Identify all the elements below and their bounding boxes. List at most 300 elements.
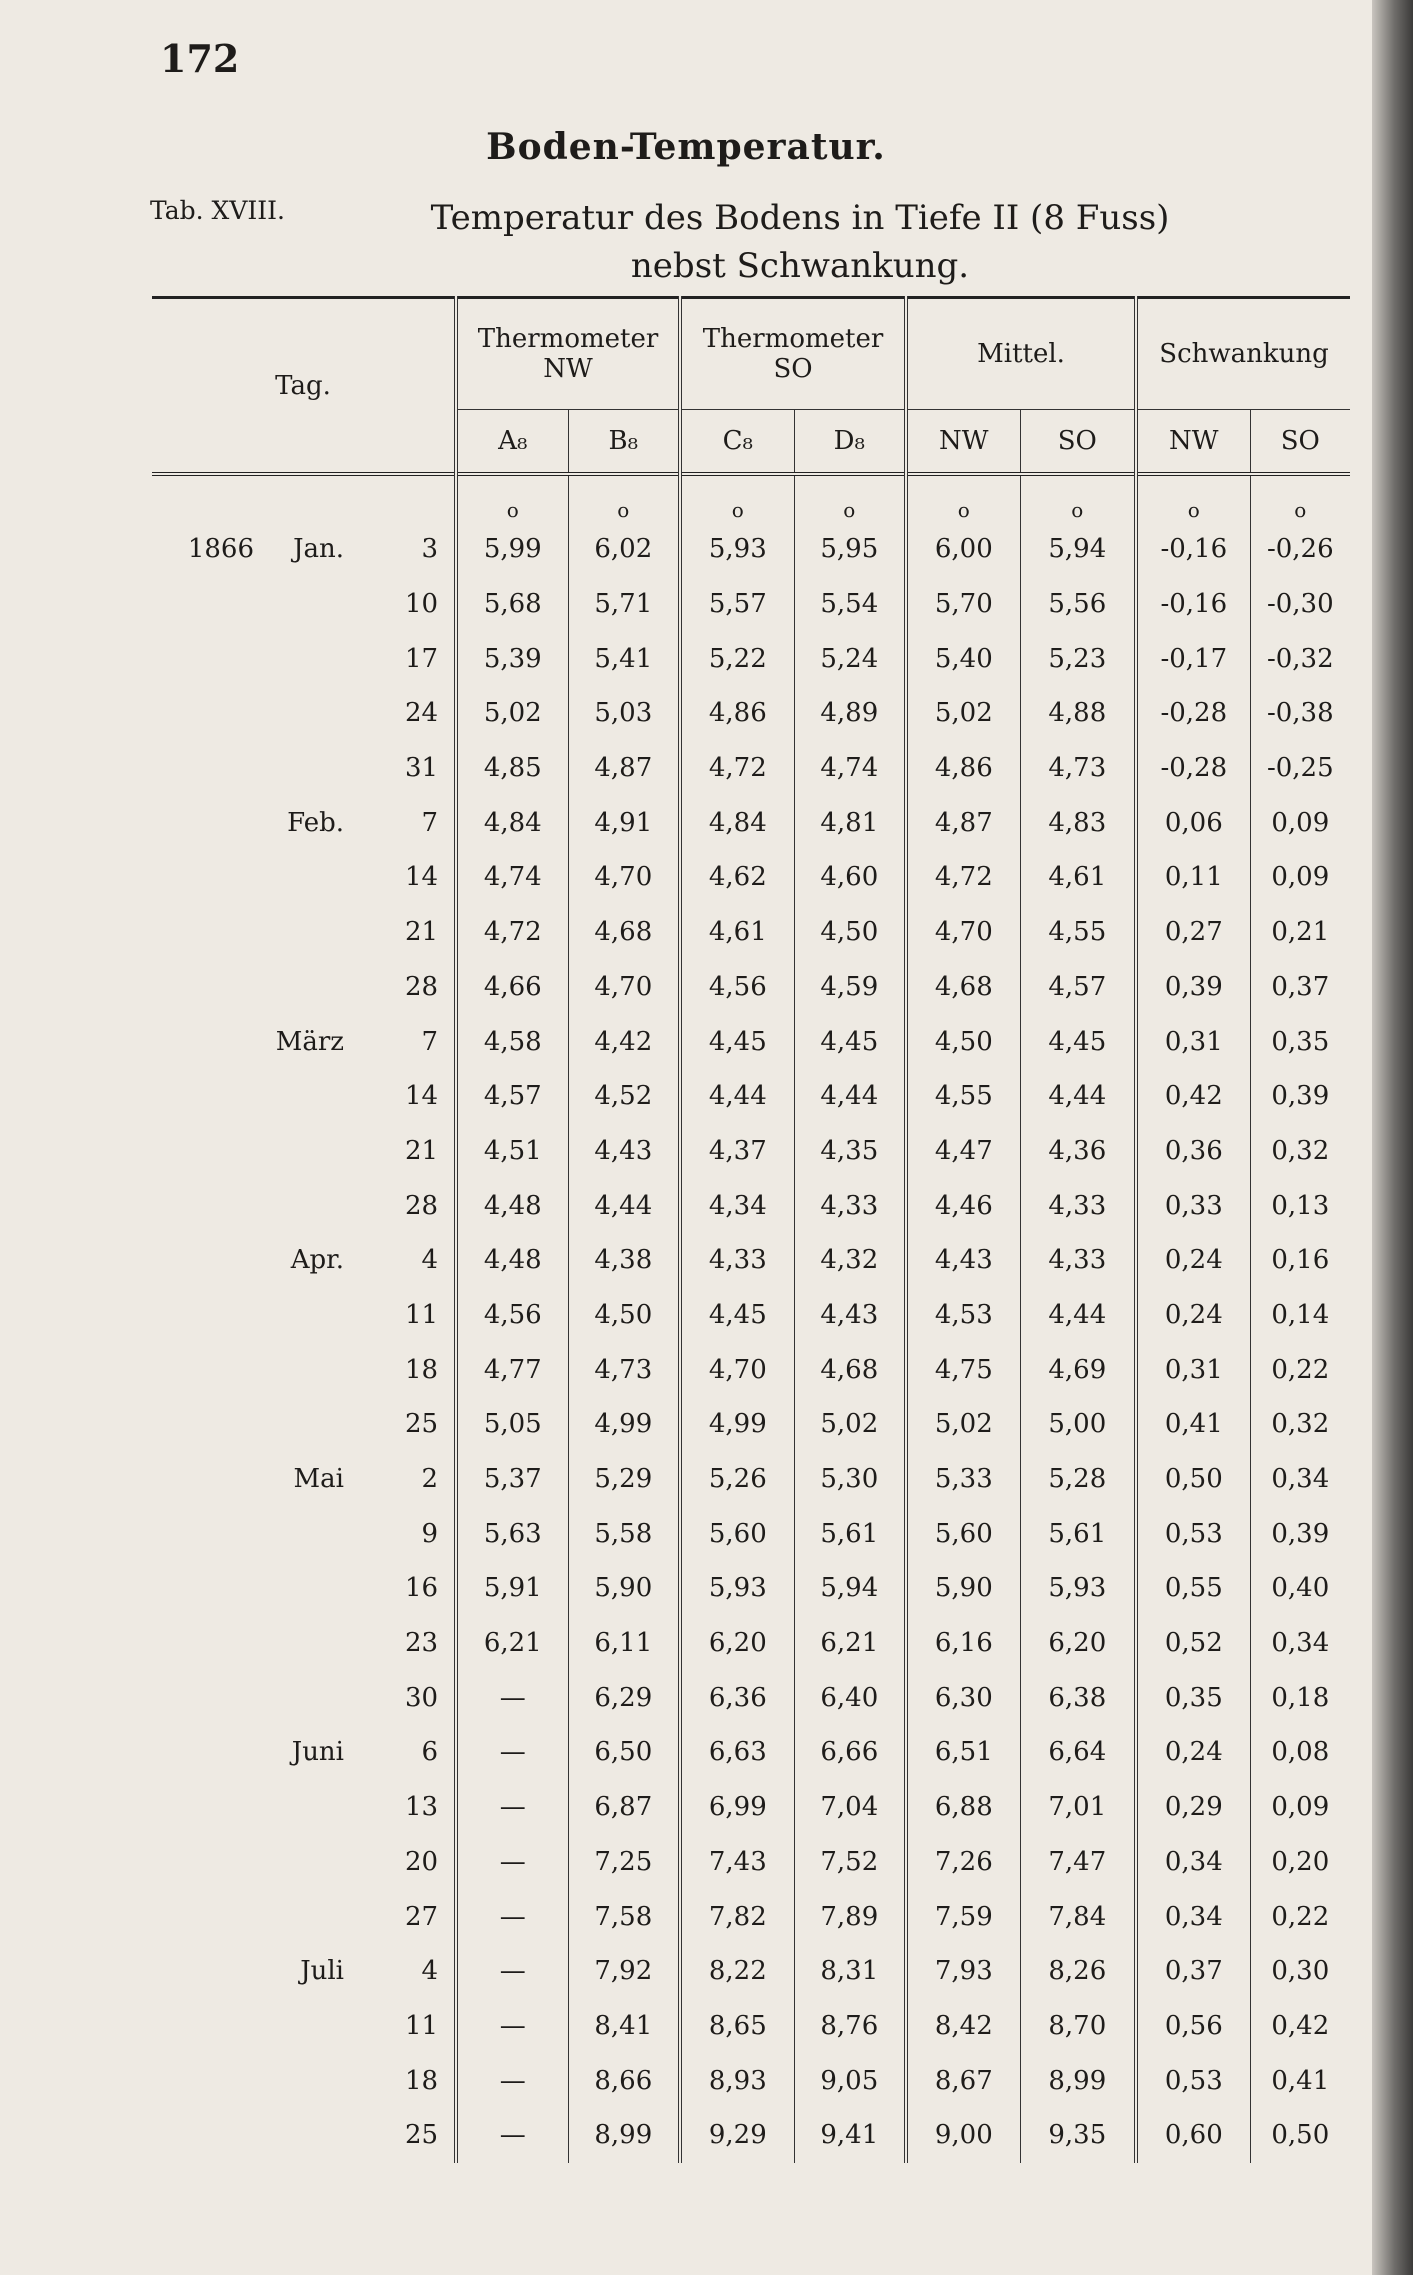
cell-a8: 4,56 bbox=[456, 1288, 568, 1343]
cell-c8: 4,70 bbox=[680, 1342, 794, 1397]
cell-d8: 5,95 bbox=[794, 522, 906, 577]
cell-b8: 4,70 bbox=[568, 960, 680, 1015]
cell-schwankung-nw: -0,16 bbox=[1136, 522, 1250, 577]
cell-day: 28 bbox=[404, 1190, 439, 1221]
cell-schwankung-so: 0,34 bbox=[1250, 1452, 1350, 1507]
cell-mittel-nw: 4,86 bbox=[906, 741, 1020, 796]
cell-schwankung-nw: 0,37 bbox=[1136, 1944, 1250, 1999]
cell-a8: 5,99 bbox=[456, 522, 568, 577]
cell-month: März bbox=[275, 1026, 344, 1057]
cell-mittel-nw: 5,33 bbox=[906, 1452, 1020, 1507]
cell-schwankung-so: 0,09 bbox=[1250, 1780, 1350, 1835]
cell-a8: 5,37 bbox=[456, 1452, 568, 1507]
cell-month bbox=[260, 1342, 356, 1397]
cell-mittel-nw: 4,75 bbox=[906, 1342, 1020, 1397]
cell-mittel-so: 5,28 bbox=[1020, 1452, 1136, 1507]
cell-a8: 4,48 bbox=[456, 1178, 568, 1233]
cell-c8: 5,57 bbox=[680, 577, 794, 632]
header-c8: C₈ bbox=[680, 410, 794, 475]
cell-b8: 4,68 bbox=[568, 905, 680, 960]
table-row bbox=[152, 2053, 1350, 2108]
cell-mittel-so: 4,44 bbox=[1020, 1069, 1136, 1124]
cell-b8: 4,43 bbox=[568, 1124, 680, 1179]
cell-schwankung-so: 0,20 bbox=[1250, 1835, 1350, 1890]
cell-day: 20 bbox=[404, 1846, 439, 1877]
cell-schwankung-nw: 0,60 bbox=[1136, 2108, 1250, 2163]
table-row bbox=[152, 960, 1350, 1015]
cell-c8: 5,22 bbox=[680, 631, 794, 686]
cell-schwankung-so: 0,16 bbox=[1250, 1233, 1350, 1288]
cell-c8: 5,93 bbox=[680, 1561, 794, 1616]
cell-d8: 4,33 bbox=[794, 1178, 906, 1233]
cell-d8: 6,66 bbox=[794, 1725, 906, 1780]
cell-day: 25 bbox=[404, 1409, 439, 1440]
cell-b8: 6,11 bbox=[568, 1616, 680, 1671]
cell-mittel-so: 4,73 bbox=[1020, 741, 1136, 796]
cell-schwankung-nw: 0,34 bbox=[1136, 1889, 1250, 1944]
cell-b8: 8,66 bbox=[568, 2053, 680, 2108]
cell-b8: 5,58 bbox=[568, 1506, 680, 1561]
cell-d8: 4,59 bbox=[794, 960, 906, 1015]
table-row bbox=[152, 2108, 1350, 2163]
cell-day: 3 bbox=[421, 534, 439, 565]
cell-mittel-so: 7,47 bbox=[1020, 1835, 1136, 1890]
cell-mittel-nw: 5,90 bbox=[906, 1561, 1020, 1616]
cell-d8: 4,43 bbox=[794, 1288, 906, 1343]
cell-c8: 7,82 bbox=[680, 1889, 794, 1944]
cell-month bbox=[260, 1561, 356, 1616]
cell-c8: 4,45 bbox=[680, 1014, 794, 1069]
header-b8: B₈ bbox=[568, 410, 680, 475]
cell-a8: 4,72 bbox=[456, 905, 568, 960]
cell-schwankung-nw: 0,11 bbox=[1136, 850, 1250, 905]
cell-d8: 6,21 bbox=[794, 1616, 906, 1671]
cell-mittel-so: 4,36 bbox=[1020, 1124, 1136, 1179]
cell-schwankung-so: 0,30 bbox=[1250, 1944, 1350, 1999]
cell-b8: 8,99 bbox=[568, 2108, 680, 2163]
cell-schwankung-so: 0,42 bbox=[1250, 1999, 1350, 2054]
cell-a8: 5,02 bbox=[456, 686, 568, 741]
degree-mark: o bbox=[1136, 474, 1250, 522]
cell-mittel-so: 7,84 bbox=[1020, 1889, 1136, 1944]
cell-year bbox=[152, 1342, 260, 1397]
cell-day: 30 bbox=[404, 1682, 439, 1713]
degree-mark: o bbox=[568, 474, 680, 522]
cell-day: 11 bbox=[404, 2010, 439, 2041]
cell-mittel-nw: 6,88 bbox=[906, 1780, 1020, 1835]
cell-mittel-nw: 7,26 bbox=[906, 1835, 1020, 1890]
cell-b8: 4,42 bbox=[568, 1014, 680, 1069]
cell-mittel-so: 9,35 bbox=[1020, 2108, 1136, 2163]
cell-schwankung-nw: 0,39 bbox=[1136, 960, 1250, 1015]
degree-mark: o bbox=[456, 474, 568, 522]
cell-mittel-nw: 4,46 bbox=[906, 1178, 1020, 1233]
cell-mittel-so: 5,61 bbox=[1020, 1506, 1136, 1561]
cell-mittel-nw: 6,00 bbox=[906, 522, 1020, 577]
cell-mittel-so: 5,56 bbox=[1020, 577, 1136, 632]
cell-schwankung-so: -0,26 bbox=[1250, 522, 1350, 577]
cell-mittel-nw: 4,53 bbox=[906, 1288, 1020, 1343]
cell-schwankung-nw: 0,06 bbox=[1136, 795, 1250, 850]
cell-c8: 8,22 bbox=[680, 1944, 794, 1999]
table-label: Tab. XVIII. bbox=[150, 196, 285, 225]
cell-c8: 4,61 bbox=[680, 905, 794, 960]
cell-schwankung-nw: -0,17 bbox=[1136, 631, 1250, 686]
cell-d8: 4,50 bbox=[794, 905, 906, 960]
table-row bbox=[152, 795, 1350, 850]
table-row bbox=[152, 577, 1350, 632]
cell-a8: 4,48 bbox=[456, 1233, 568, 1288]
cell-schwankung-nw: -0,28 bbox=[1136, 741, 1250, 796]
cell-a8: — bbox=[456, 2053, 568, 2108]
header-mittel: Mittel. bbox=[906, 298, 1136, 410]
cell-schwankung-so: 0,39 bbox=[1250, 1506, 1350, 1561]
cell-d8: 6,40 bbox=[794, 1670, 906, 1725]
cell-day: 24 bbox=[404, 698, 439, 729]
header-a8: A₈ bbox=[456, 410, 568, 475]
table-row bbox=[152, 1124, 1350, 1179]
cell-day: 17 bbox=[404, 643, 439, 674]
cell-a8: 4,84 bbox=[456, 795, 568, 850]
cell-mittel-so: 5,93 bbox=[1020, 1561, 1136, 1616]
cell-c8: 6,99 bbox=[680, 1780, 794, 1835]
degree-mark: o bbox=[1020, 474, 1136, 522]
cell-a8: 5,63 bbox=[456, 1506, 568, 1561]
cell-mittel-nw: 4,43 bbox=[906, 1233, 1020, 1288]
cell-d8: 7,52 bbox=[794, 1835, 906, 1890]
cell-year bbox=[152, 1397, 260, 1452]
cell-a8: 4,85 bbox=[456, 741, 568, 796]
table-subtitle bbox=[400, 194, 1200, 290]
cell-b8: 5,29 bbox=[568, 1452, 680, 1507]
table-row bbox=[152, 1889, 1350, 1944]
cell-b8: 4,70 bbox=[568, 850, 680, 905]
cell-schwankung-so: 0,09 bbox=[1250, 795, 1350, 850]
table-row bbox=[152, 1835, 1350, 1890]
header-d8: D₈ bbox=[794, 410, 906, 475]
cell-mittel-so: 5,94 bbox=[1020, 522, 1136, 577]
table-row bbox=[152, 905, 1350, 960]
page-number: 172 bbox=[160, 36, 240, 81]
cell-c8: 7,43 bbox=[680, 1835, 794, 1890]
cell-day: 28 bbox=[404, 971, 439, 1002]
cell-mittel-so: 6,38 bbox=[1020, 1670, 1136, 1725]
cell-a8: 4,66 bbox=[456, 960, 568, 1015]
cell-d8: 4,60 bbox=[794, 850, 906, 905]
cell-mittel-nw: 4,50 bbox=[906, 1014, 1020, 1069]
table-row bbox=[152, 850, 1350, 905]
cell-b8: 4,99 bbox=[568, 1397, 680, 1452]
cell-mittel-so: 4,55 bbox=[1020, 905, 1136, 960]
table-row bbox=[152, 1233, 1350, 1288]
cell-c8: 4,44 bbox=[680, 1069, 794, 1124]
cell-mittel-so: 4,33 bbox=[1020, 1233, 1136, 1288]
cell-schwankung-nw: 0,31 bbox=[1136, 1342, 1250, 1397]
cell-d8: 7,04 bbox=[794, 1780, 906, 1835]
cell-schwankung-so: 0,22 bbox=[1250, 1889, 1350, 1944]
cell-day: 16 bbox=[404, 1573, 439, 1604]
cell-b8: 5,71 bbox=[568, 577, 680, 632]
cell-month: Jan. bbox=[293, 534, 344, 565]
cell-a8: — bbox=[456, 2108, 568, 2163]
cell-mittel-nw: 4,72 bbox=[906, 850, 1020, 905]
degree-mark: o bbox=[680, 474, 794, 522]
cell-d8: 4,81 bbox=[794, 795, 906, 850]
cell-mittel-so: 7,01 bbox=[1020, 1780, 1136, 1835]
cell-month bbox=[260, 1889, 356, 1944]
cell-c8: 4,56 bbox=[680, 960, 794, 1015]
table-row bbox=[152, 1014, 1350, 1069]
cell-mittel-nw: 5,02 bbox=[906, 686, 1020, 741]
cell-mittel-nw: 4,68 bbox=[906, 960, 1020, 1015]
cell-year bbox=[152, 1780, 260, 1835]
cell-year bbox=[152, 1014, 260, 1069]
header-thermometer-nw: Thermometer NW bbox=[456, 298, 680, 410]
cell-d8: 5,54 bbox=[794, 577, 906, 632]
cell-d8: 9,41 bbox=[794, 2108, 906, 2163]
table-row bbox=[152, 522, 1350, 577]
header-thermometer-so: Thermometer SO bbox=[680, 298, 906, 410]
table-row bbox=[152, 1178, 1350, 1233]
cell-c8: 9,29 bbox=[680, 2108, 794, 2163]
cell-month bbox=[260, 2108, 356, 2163]
cell-c8: 8,93 bbox=[680, 2053, 794, 2108]
cell-b8: 6,29 bbox=[568, 1670, 680, 1725]
cell-c8: 5,26 bbox=[680, 1452, 794, 1507]
cell-year bbox=[152, 1069, 260, 1124]
cell-b8: 8,41 bbox=[568, 1999, 680, 2054]
cell-day: 23 bbox=[404, 1628, 439, 1659]
table-row bbox=[152, 1944, 1350, 1999]
cell-year bbox=[152, 741, 260, 796]
cell-year bbox=[152, 1999, 260, 2054]
cell-schwankung-so: -0,30 bbox=[1250, 577, 1350, 632]
degree-row bbox=[152, 474, 1350, 522]
cell-mittel-nw: 5,02 bbox=[906, 1397, 1020, 1452]
cell-day: 10 bbox=[404, 589, 439, 620]
cell-schwankung-so: 0,40 bbox=[1250, 1561, 1350, 1616]
cell-month bbox=[260, 686, 356, 741]
cell-a8: 4,77 bbox=[456, 1342, 568, 1397]
cell-d8: 4,74 bbox=[794, 741, 906, 796]
cell-month bbox=[260, 850, 356, 905]
cell-year: 1866 bbox=[187, 534, 254, 565]
cell-month bbox=[260, 1288, 356, 1343]
header-mittel-nw: NW bbox=[906, 410, 1020, 475]
header-schwankung: Schwankung bbox=[1136, 298, 1350, 410]
cell-b8: 4,38 bbox=[568, 1233, 680, 1288]
cell-b8: 4,87 bbox=[568, 741, 680, 796]
temperature-table-container bbox=[152, 296, 1350, 2163]
cell-month bbox=[260, 1780, 356, 1835]
cell-day: 13 bbox=[404, 1792, 439, 1823]
cell-mittel-nw: 5,40 bbox=[906, 631, 1020, 686]
cell-c8: 4,62 bbox=[680, 850, 794, 905]
cell-day: 2 bbox=[421, 1464, 439, 1495]
cell-a8: 6,21 bbox=[456, 1616, 568, 1671]
cell-schwankung-so: 0,34 bbox=[1250, 1616, 1350, 1671]
cell-year bbox=[152, 1616, 260, 1671]
cell-month: Juni bbox=[291, 1737, 344, 1768]
cell-day: 27 bbox=[404, 1901, 439, 1932]
cell-d8: 4,35 bbox=[794, 1124, 906, 1179]
cell-b8: 7,92 bbox=[568, 1944, 680, 1999]
cell-a8: — bbox=[456, 1780, 568, 1835]
cell-schwankung-so: 0,18 bbox=[1250, 1670, 1350, 1725]
cell-day: 21 bbox=[404, 917, 439, 948]
page-title: Boden-Temperatur. bbox=[486, 126, 886, 168]
cell-schwankung-so: -0,38 bbox=[1250, 686, 1350, 741]
cell-month bbox=[260, 1670, 356, 1725]
cell-mittel-so: 8,99 bbox=[1020, 2053, 1136, 2108]
cell-a8: 4,51 bbox=[456, 1124, 568, 1179]
cell-mittel-so: 8,26 bbox=[1020, 1944, 1136, 1999]
cell-b8: 4,91 bbox=[568, 795, 680, 850]
cell-d8: 4,44 bbox=[794, 1069, 906, 1124]
cell-mittel-so: 6,64 bbox=[1020, 1725, 1136, 1780]
cell-a8: — bbox=[456, 1725, 568, 1780]
cell-schwankung-so: -0,32 bbox=[1250, 631, 1350, 686]
cell-year bbox=[152, 1835, 260, 1890]
cell-b8: 5,41 bbox=[568, 631, 680, 686]
cell-mittel-so: 5,23 bbox=[1020, 631, 1136, 686]
cell-mittel-nw: 4,70 bbox=[906, 905, 1020, 960]
cell-b8: 6,50 bbox=[568, 1725, 680, 1780]
cell-schwankung-nw: 0,24 bbox=[1136, 1233, 1250, 1288]
cell-d8: 4,45 bbox=[794, 1014, 906, 1069]
cell-c8: 4,99 bbox=[680, 1397, 794, 1452]
degree-mark: o bbox=[906, 474, 1020, 522]
cell-schwankung-nw: 0,56 bbox=[1136, 1999, 1250, 2054]
table-row bbox=[152, 741, 1350, 796]
cell-c8: 6,20 bbox=[680, 1616, 794, 1671]
cell-schwankung-nw: 0,42 bbox=[1136, 1069, 1250, 1124]
cell-mittel-so: 5,00 bbox=[1020, 1397, 1136, 1452]
cell-month bbox=[260, 1835, 356, 1890]
cell-d8: 9,05 bbox=[794, 2053, 906, 2108]
cell-schwankung-so: 0,09 bbox=[1250, 850, 1350, 905]
cell-a8: — bbox=[456, 1944, 568, 1999]
cell-month bbox=[260, 631, 356, 686]
cell-mittel-so: 4,44 bbox=[1020, 1288, 1136, 1343]
cell-year bbox=[152, 1124, 260, 1179]
header-mittel-so: SO bbox=[1020, 410, 1136, 475]
table-row bbox=[152, 1288, 1350, 1343]
cell-year bbox=[152, 1889, 260, 1944]
cell-d8: 4,32 bbox=[794, 1233, 906, 1288]
cell-month bbox=[260, 905, 356, 960]
header-tag: Tag. bbox=[275, 370, 331, 401]
cell-a8: 5,68 bbox=[456, 577, 568, 632]
cell-schwankung-nw: 0,29 bbox=[1136, 1780, 1250, 1835]
cell-mittel-so: 6,20 bbox=[1020, 1616, 1136, 1671]
cell-schwankung-nw: -0,28 bbox=[1136, 686, 1250, 741]
table-row bbox=[152, 1506, 1350, 1561]
cell-d8: 5,02 bbox=[794, 1397, 906, 1452]
cell-mittel-so: 4,33 bbox=[1020, 1178, 1136, 1233]
table-row bbox=[152, 686, 1350, 741]
degree-mark: o bbox=[1250, 474, 1350, 522]
cell-year bbox=[152, 2108, 260, 2163]
cell-b8: 7,58 bbox=[568, 1889, 680, 1944]
cell-year bbox=[152, 631, 260, 686]
cell-a8: 4,58 bbox=[456, 1014, 568, 1069]
degree-mark: o bbox=[794, 474, 906, 522]
cell-c8: 4,84 bbox=[680, 795, 794, 850]
cell-month bbox=[260, 1999, 356, 2054]
cell-schwankung-so: 0,37 bbox=[1250, 960, 1350, 1015]
cell-month bbox=[260, 1506, 356, 1561]
cell-month bbox=[260, 2053, 356, 2108]
cell-year bbox=[152, 1452, 260, 1507]
cell-c8: 4,37 bbox=[680, 1124, 794, 1179]
cell-schwankung-so: -0,25 bbox=[1250, 741, 1350, 796]
cell-month bbox=[260, 577, 356, 632]
cell-day: 7 bbox=[421, 1026, 439, 1057]
cell-month bbox=[260, 741, 356, 796]
cell-c8: 5,60 bbox=[680, 1506, 794, 1561]
cell-c8: 4,72 bbox=[680, 741, 794, 796]
cell-year bbox=[152, 2053, 260, 2108]
cell-schwankung-nw: 0,31 bbox=[1136, 1014, 1250, 1069]
cell-year bbox=[152, 1288, 260, 1343]
cell-schwankung-nw: 0,53 bbox=[1136, 1506, 1250, 1561]
cell-schwankung-nw: 0,34 bbox=[1136, 1835, 1250, 1890]
cell-month bbox=[260, 1178, 356, 1233]
cell-a8: — bbox=[456, 1889, 568, 1944]
cell-schwankung-nw: -0,16 bbox=[1136, 577, 1250, 632]
cell-year bbox=[152, 1561, 260, 1616]
cell-day: 4 bbox=[421, 1956, 439, 1987]
cell-month: Juli bbox=[300, 1956, 344, 1987]
cell-a8: 5,39 bbox=[456, 631, 568, 686]
cell-month bbox=[260, 1069, 356, 1124]
cell-mittel-so: 4,45 bbox=[1020, 1014, 1136, 1069]
cell-mittel-nw: 6,30 bbox=[906, 1670, 1020, 1725]
cell-month bbox=[260, 960, 356, 1015]
cell-year bbox=[152, 850, 260, 905]
cell-a8: 5,91 bbox=[456, 1561, 568, 1616]
cell-mittel-so: 8,70 bbox=[1020, 1999, 1136, 2054]
cell-b8: 6,87 bbox=[568, 1780, 680, 1835]
cell-c8: 4,34 bbox=[680, 1178, 794, 1233]
cell-d8: 5,94 bbox=[794, 1561, 906, 1616]
cell-day: 31 bbox=[404, 753, 439, 784]
cell-b8: 4,73 bbox=[568, 1342, 680, 1397]
cell-schwankung-nw: 0,35 bbox=[1136, 1670, 1250, 1725]
cell-c8: 5,93 bbox=[680, 522, 794, 577]
cell-b8: 7,25 bbox=[568, 1835, 680, 1890]
cell-day: 11 bbox=[404, 1299, 439, 1330]
table-header bbox=[152, 298, 1350, 475]
cell-schwankung-nw: 0,52 bbox=[1136, 1616, 1250, 1671]
cell-b8: 4,44 bbox=[568, 1178, 680, 1233]
cell-mittel-nw: 8,42 bbox=[906, 1999, 1020, 2054]
cell-month bbox=[260, 1397, 356, 1452]
cell-a8: — bbox=[456, 1670, 568, 1725]
page-edge-shadow bbox=[1372, 0, 1413, 2275]
cell-day: 4 bbox=[421, 1245, 439, 1276]
cell-year bbox=[152, 1944, 260, 1999]
header-schwankung-so: SO bbox=[1250, 410, 1350, 475]
cell-year bbox=[152, 686, 260, 741]
header-schwankung-nw: NW bbox=[1136, 410, 1250, 475]
cell-c8: 4,33 bbox=[680, 1233, 794, 1288]
cell-schwankung-nw: 0,24 bbox=[1136, 1725, 1250, 1780]
cell-schwankung-so: 0,13 bbox=[1250, 1178, 1350, 1233]
cell-day: 18 bbox=[404, 1354, 439, 1385]
cell-b8: 6,02 bbox=[568, 522, 680, 577]
